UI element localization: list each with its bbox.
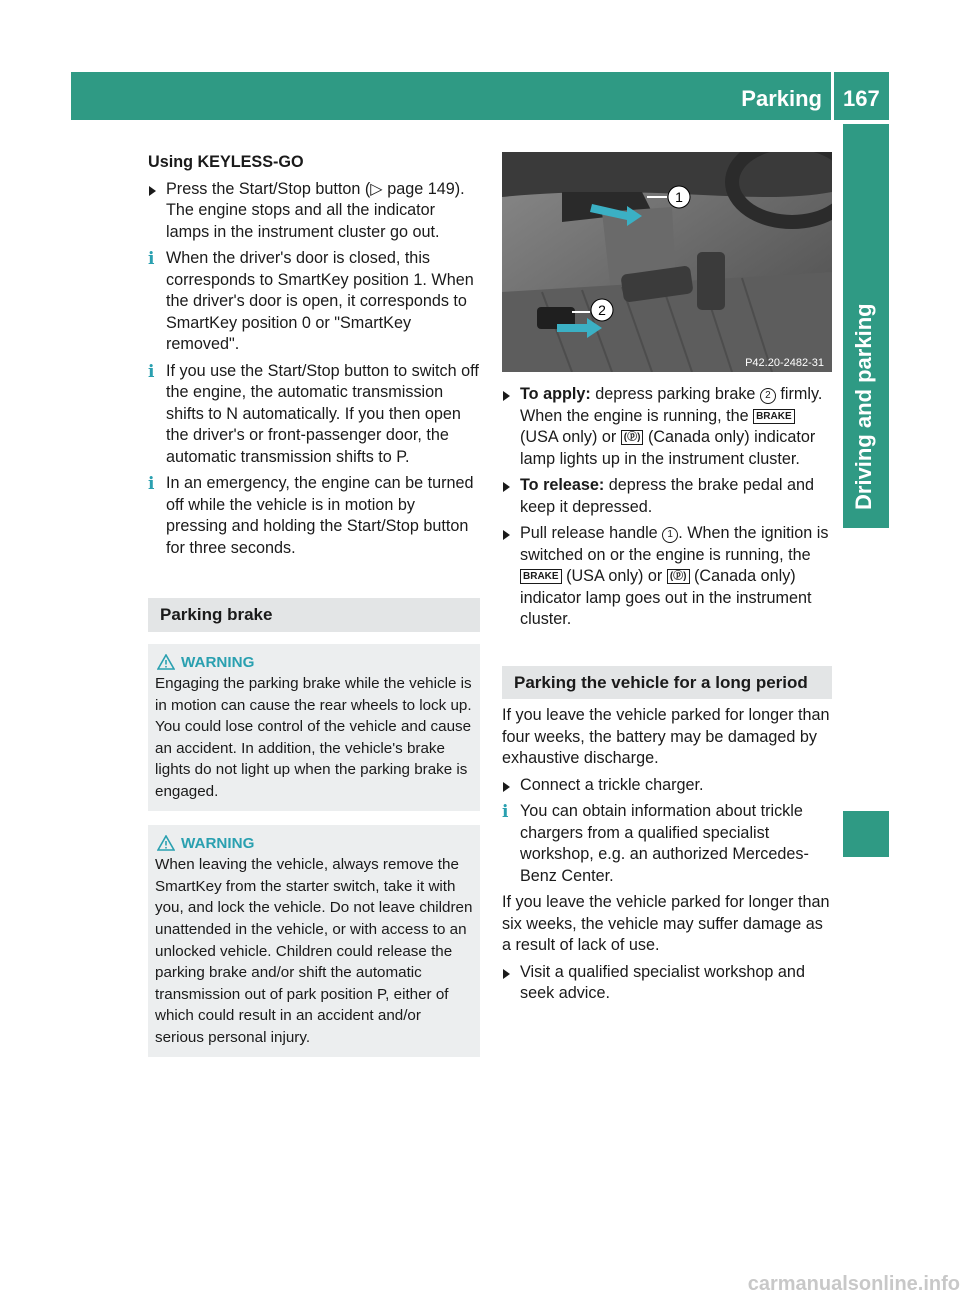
side-tab-marker bbox=[843, 811, 889, 857]
warning-header: WARNING bbox=[155, 833, 473, 855]
step-release: To release: depress the brake pedal and keep it depressed. bbox=[502, 475, 832, 518]
section-title-parking-brake: Parking brake bbox=[148, 598, 480, 632]
parking-brake-photo bbox=[502, 152, 832, 372]
warning-triangle-icon bbox=[157, 654, 175, 670]
step-press-start-stop: Press the Start/Stop button (▷ page 149). The engine stops and all the indicator lamps in the instrument cluster go out. bbox=[148, 179, 480, 244]
photo-code: P42.20-2482-31 bbox=[745, 357, 824, 369]
info-icon: i bbox=[502, 802, 509, 822]
paragraph: If you leave the vehicle parked for longer than four weeks, the battery may be damaged by exhaustive discharge. bbox=[502, 706, 830, 767]
info-note: i You can obtain information about trickle chargers from a qualified specialist workshop, e.g. an authorized Mercedes-Benz Center. bbox=[502, 802, 809, 885]
paragraph: If you leave the vehicle parked for longer than six weeks, the vehicle may suffer damage as a result of lack of use. bbox=[502, 893, 830, 954]
step-apply: To apply: depress parking brake 2 firmly. When the engine is running, the BRAKE (USA only) or (ⓟ) (Canada only) indicator lamp lights up in the instrument cluster. bbox=[502, 384, 832, 470]
callout-1: 1 bbox=[662, 527, 678, 543]
watermark: carmanualsonline.info bbox=[747, 1273, 960, 1295]
info-note: i In an emergency, the engine can be turned off while the vehicle is in motion by pressing and holding the Start/Stop button for three seconds. bbox=[148, 474, 474, 557]
page-number: 167 bbox=[843, 86, 880, 111]
step-connect-charger: Connect a trickle charger. bbox=[502, 775, 832, 797]
warning-box bbox=[148, 825, 480, 1057]
warning-header: WARNING bbox=[155, 652, 473, 674]
warning-box bbox=[148, 644, 480, 811]
keyless-heading: Using KEYLESS-GO bbox=[148, 153, 304, 171]
right-column bbox=[502, 152, 832, 1010]
section-title-long-period: Parking the vehicle for a long period bbox=[502, 666, 832, 700]
step-visit-workshop: Visit a qualified specialist workshop and seek advice. bbox=[502, 962, 832, 1005]
brake-indicator-symbol: BRAKE bbox=[753, 409, 795, 424]
brake-indicator-symbol: BRAKE bbox=[520, 569, 562, 584]
canada-brake-indicator-symbol: (ⓟ) bbox=[621, 430, 644, 445]
warning-text: When leaving the vehicle, always remove the SmartKey from the starter switch, take it with you, and lock the vehicle. Do not leave children unattended in the vehicle, or with access to an unlocked vehicle. Children could release the parking brake and/or shift the automatic transmission out of park position P, either of which could result in an accident and/or serious personal injury. bbox=[155, 856, 473, 1046]
side-tab-label: Driving and parking bbox=[851, 303, 876, 510]
canada-brake-indicator-symbol: (ⓟ) bbox=[667, 569, 690, 584]
photo-callout-2: 2 bbox=[598, 302, 606, 318]
header-separator bbox=[831, 72, 834, 120]
info-icon: i bbox=[148, 361, 155, 382]
header-section-title: Parking bbox=[741, 86, 822, 111]
info-note: i When the driver's door is closed, this corresponds to SmartKey position 1. When the driver's door is open, it corresponds to SmartKey position 0 or "SmartKey removed". bbox=[148, 249, 474, 353]
info-note: i If you use the Start/Stop button to switch off the engine, the automatic transmission shifts to N automatically. If you then open the driver's or front-passenger door, the automatic transmission shifts to P. bbox=[148, 361, 479, 466]
callout-2: 2 bbox=[760, 388, 776, 404]
left-column bbox=[148, 152, 480, 1057]
info-icon: i bbox=[148, 474, 155, 494]
photo-callout-1: 1 bbox=[675, 189, 683, 205]
step-pull-handle: Pull release handle 1 . When the ignition is switched on or the engine is running, the BRAKE (USA only) or (ⓟ) (Canada only) indicator lamp goes out in the instrument cluster. bbox=[502, 523, 832, 631]
warning-triangle-icon bbox=[157, 835, 175, 851]
warning-text: Engaging the parking brake while the vehicle is in motion can cause the rear wheels to lock up. You could lose control of the vehicle and cause an accident. In addition, the vehicle's brake lights do not light up when the parking brake is engaged. bbox=[155, 675, 472, 801]
info-icon: i bbox=[148, 249, 155, 269]
